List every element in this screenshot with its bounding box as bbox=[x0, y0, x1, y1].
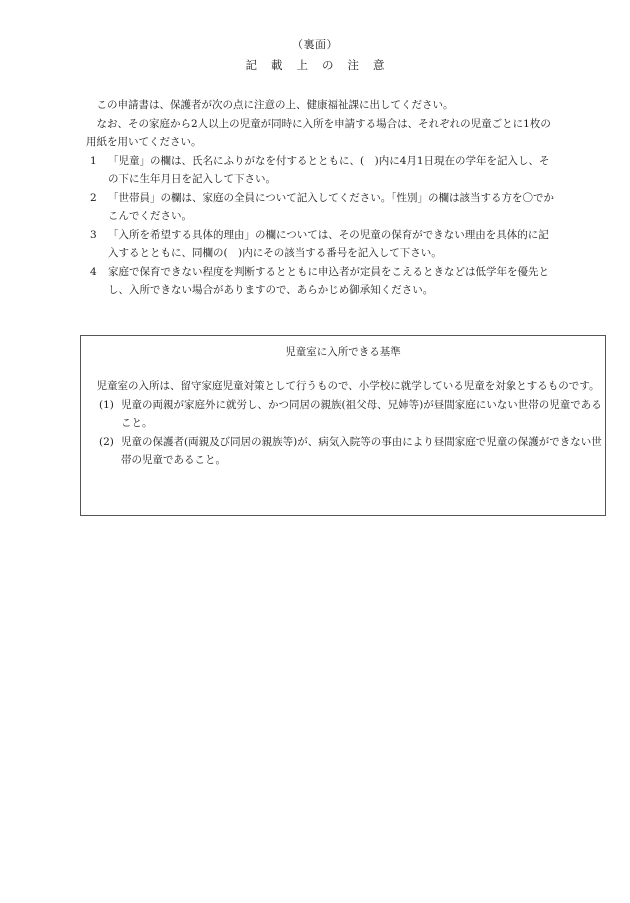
note-item-number: 3 bbox=[90, 228, 97, 241]
side-label: （裏面） bbox=[292, 38, 338, 51]
notes-intro: この申請書は、保護者が次の点に注意の上、健康福祉課に出してください。 bbox=[96, 99, 454, 111]
note-item-text: 「児童」の欄は、氏名にふりがなを付するとともに、( )内に4月1日現在の学年を記入し、その下に生年月日を記入して下さい。 bbox=[108, 154, 550, 185]
note-item bbox=[86, 189, 556, 226]
criteria-item-number: (1) bbox=[99, 398, 114, 411]
notes-section bbox=[86, 96, 556, 300]
note-item bbox=[86, 152, 556, 189]
note-item-number: 1 bbox=[90, 154, 97, 167]
criteria-item bbox=[86, 396, 602, 433]
criteria-body bbox=[86, 377, 602, 470]
note-item-text: 「入所を希望する具体的理由」の欄については、その児童の保育ができない理由を具体的に記入するとともに、同欄の( )内にその該当する番号を記入して下さい。 bbox=[108, 228, 549, 259]
note-item bbox=[86, 263, 556, 300]
note-item bbox=[86, 226, 556, 263]
criteria-item-text: 児童の両親が家庭外に就労し、かつ同居の親族(祖父母、兄姉等)が昼間家庭にいない世帯の児童であること。 bbox=[121, 398, 602, 429]
notes-intro-2: なお、その家庭から2人以上の児童が同時に入所を申請する場合は、それぞれの児童ごとに1枚の用紙を用いてください。 bbox=[86, 117, 551, 148]
criteria-intro: 児童室の入所は、留守家庭児童対策として行うもので、小学校に就学している児童を対象とするものです。 bbox=[96, 380, 600, 392]
criteria-item bbox=[86, 433, 602, 470]
criteria-box bbox=[80, 335, 606, 516]
criteria-item-text: 児童の保護者(両親及び同居の親族等)が、病気入院等の事由により昼間家庭で児童の保護ができない世帯の児童であること。 bbox=[121, 435, 602, 466]
note-item-text: 家庭で保育できない程度を判断するとともに申込者が定員をこえるときなどは低学年を優先とし、入所できない場合がありますので、あらかじめ御承知ください。 bbox=[108, 265, 549, 296]
note-item-number: 4 bbox=[90, 265, 97, 278]
note-item-number: 2 bbox=[90, 191, 97, 204]
note-item-text: 「世帯員」の欄は、家庭の全員について記入してください。「性別」の欄は該当する方を〇でかこんでください。 bbox=[108, 191, 555, 222]
criteria-title: 児童室に入所できる基準 bbox=[285, 346, 401, 358]
page-title: 記載上の注意 bbox=[245, 58, 399, 72]
criteria-item-number: (2) bbox=[99, 435, 114, 448]
